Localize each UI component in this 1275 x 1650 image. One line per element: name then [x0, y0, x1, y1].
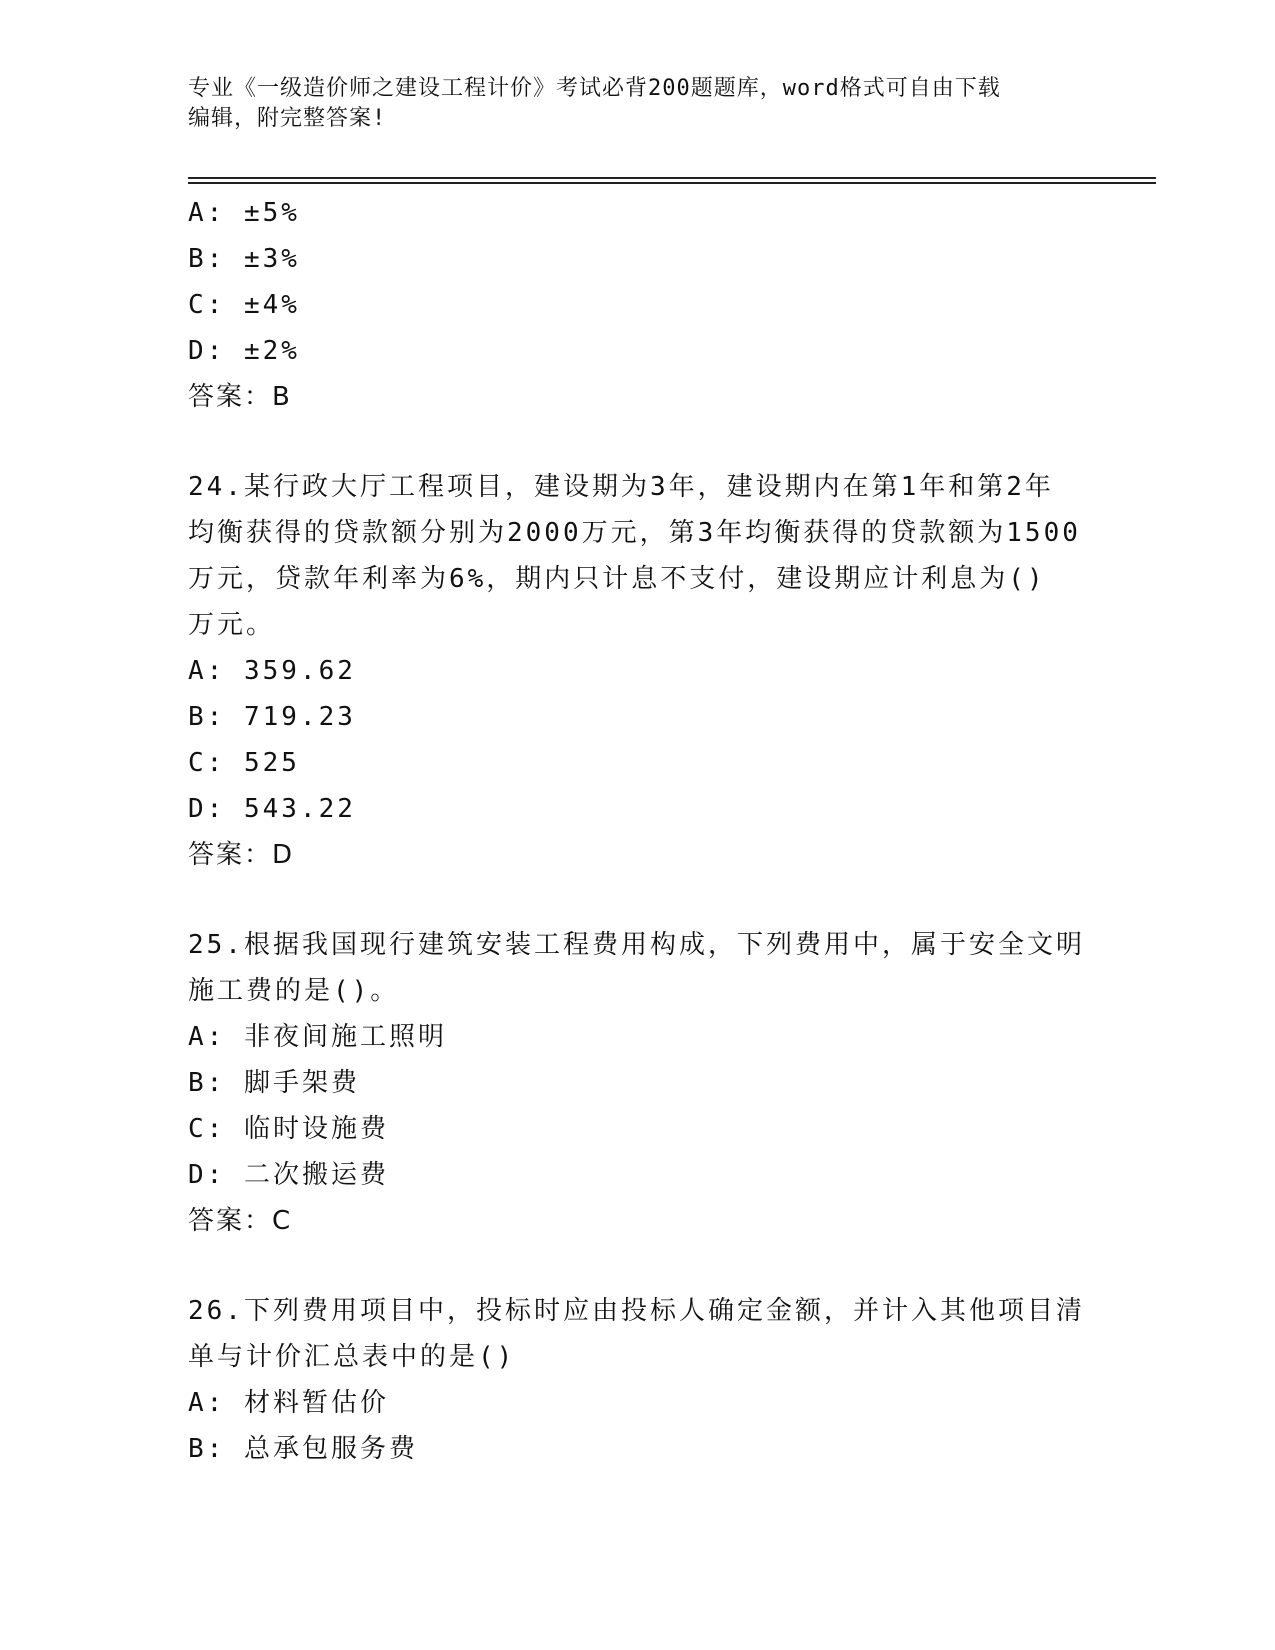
question-text-line: 26.下列费用项目中，投标时应由投标人确定金额，并计入其他项目清 [188, 1296, 1085, 1326]
question-text-line: 施工费的是()。 [188, 976, 400, 1006]
header-line-2: 编辑，附完整答案! [188, 106, 387, 131]
option-d: D: 543.22 [188, 794, 356, 824]
question-text-line: 25.根据我国现行建筑安装工程费用构成，下列费用中，属于安全文明 [188, 930, 1085, 960]
spacer [188, 1244, 1088, 1288]
header-divider-bottom [188, 182, 1156, 184]
option-a: A: ±5% [188, 198, 300, 228]
spacer [188, 878, 1088, 922]
option-b: B: ±3% [188, 244, 300, 274]
option-d: D: 二次搬运费 [188, 1160, 389, 1190]
question-text-line: 均衡获得的贷款额分别为2000万元，第3年均衡获得的贷款额为1500 [188, 518, 1081, 548]
question-23 [188, 190, 1088, 420]
question-list [188, 190, 1088, 1472]
question-26 [188, 1288, 1088, 1472]
option-a: A: 359.62 [188, 656, 356, 686]
question-text-line: 24.某行政大厅工程项目，建设期为3年，建设期内在第1年和第2年 [188, 472, 1054, 502]
option-d: D: ±2% [188, 336, 300, 366]
option-c: C: ±4% [188, 290, 300, 320]
option-c: C: 临时设施费 [188, 1114, 389, 1144]
option-a: A: 非夜间施工照明 [188, 1022, 447, 1052]
header-line-1: 专业《一级造价师之建设工程计价》考试必背200题题库，word格式可自由下载 [188, 76, 1001, 101]
question-25 [188, 922, 1088, 1244]
question-text-line: 万元。 [188, 610, 276, 640]
option-a: A: 材料暂估价 [188, 1388, 389, 1418]
answer-line: 答案：D [188, 840, 295, 870]
option-c: C: 525 [188, 748, 300, 778]
question-text-line: 单与计价汇总表中的是() [188, 1342, 516, 1372]
option-b: B: 719.23 [188, 702, 356, 732]
option-b: B: 脚手架费 [188, 1068, 360, 1098]
question-24 [188, 464, 1088, 878]
question-text-line: 万元，贷款年利率为6%，期内只计息不支付，建设期应计利息为() [188, 564, 1046, 594]
header-divider-top [188, 177, 1156, 179]
answer-line: 答案：C [188, 1206, 293, 1236]
option-b: B: 总承包服务费 [188, 1434, 418, 1464]
answer-line: 答案：B [188, 382, 292, 412]
document-header [188, 74, 1088, 134]
spacer [188, 420, 1088, 464]
